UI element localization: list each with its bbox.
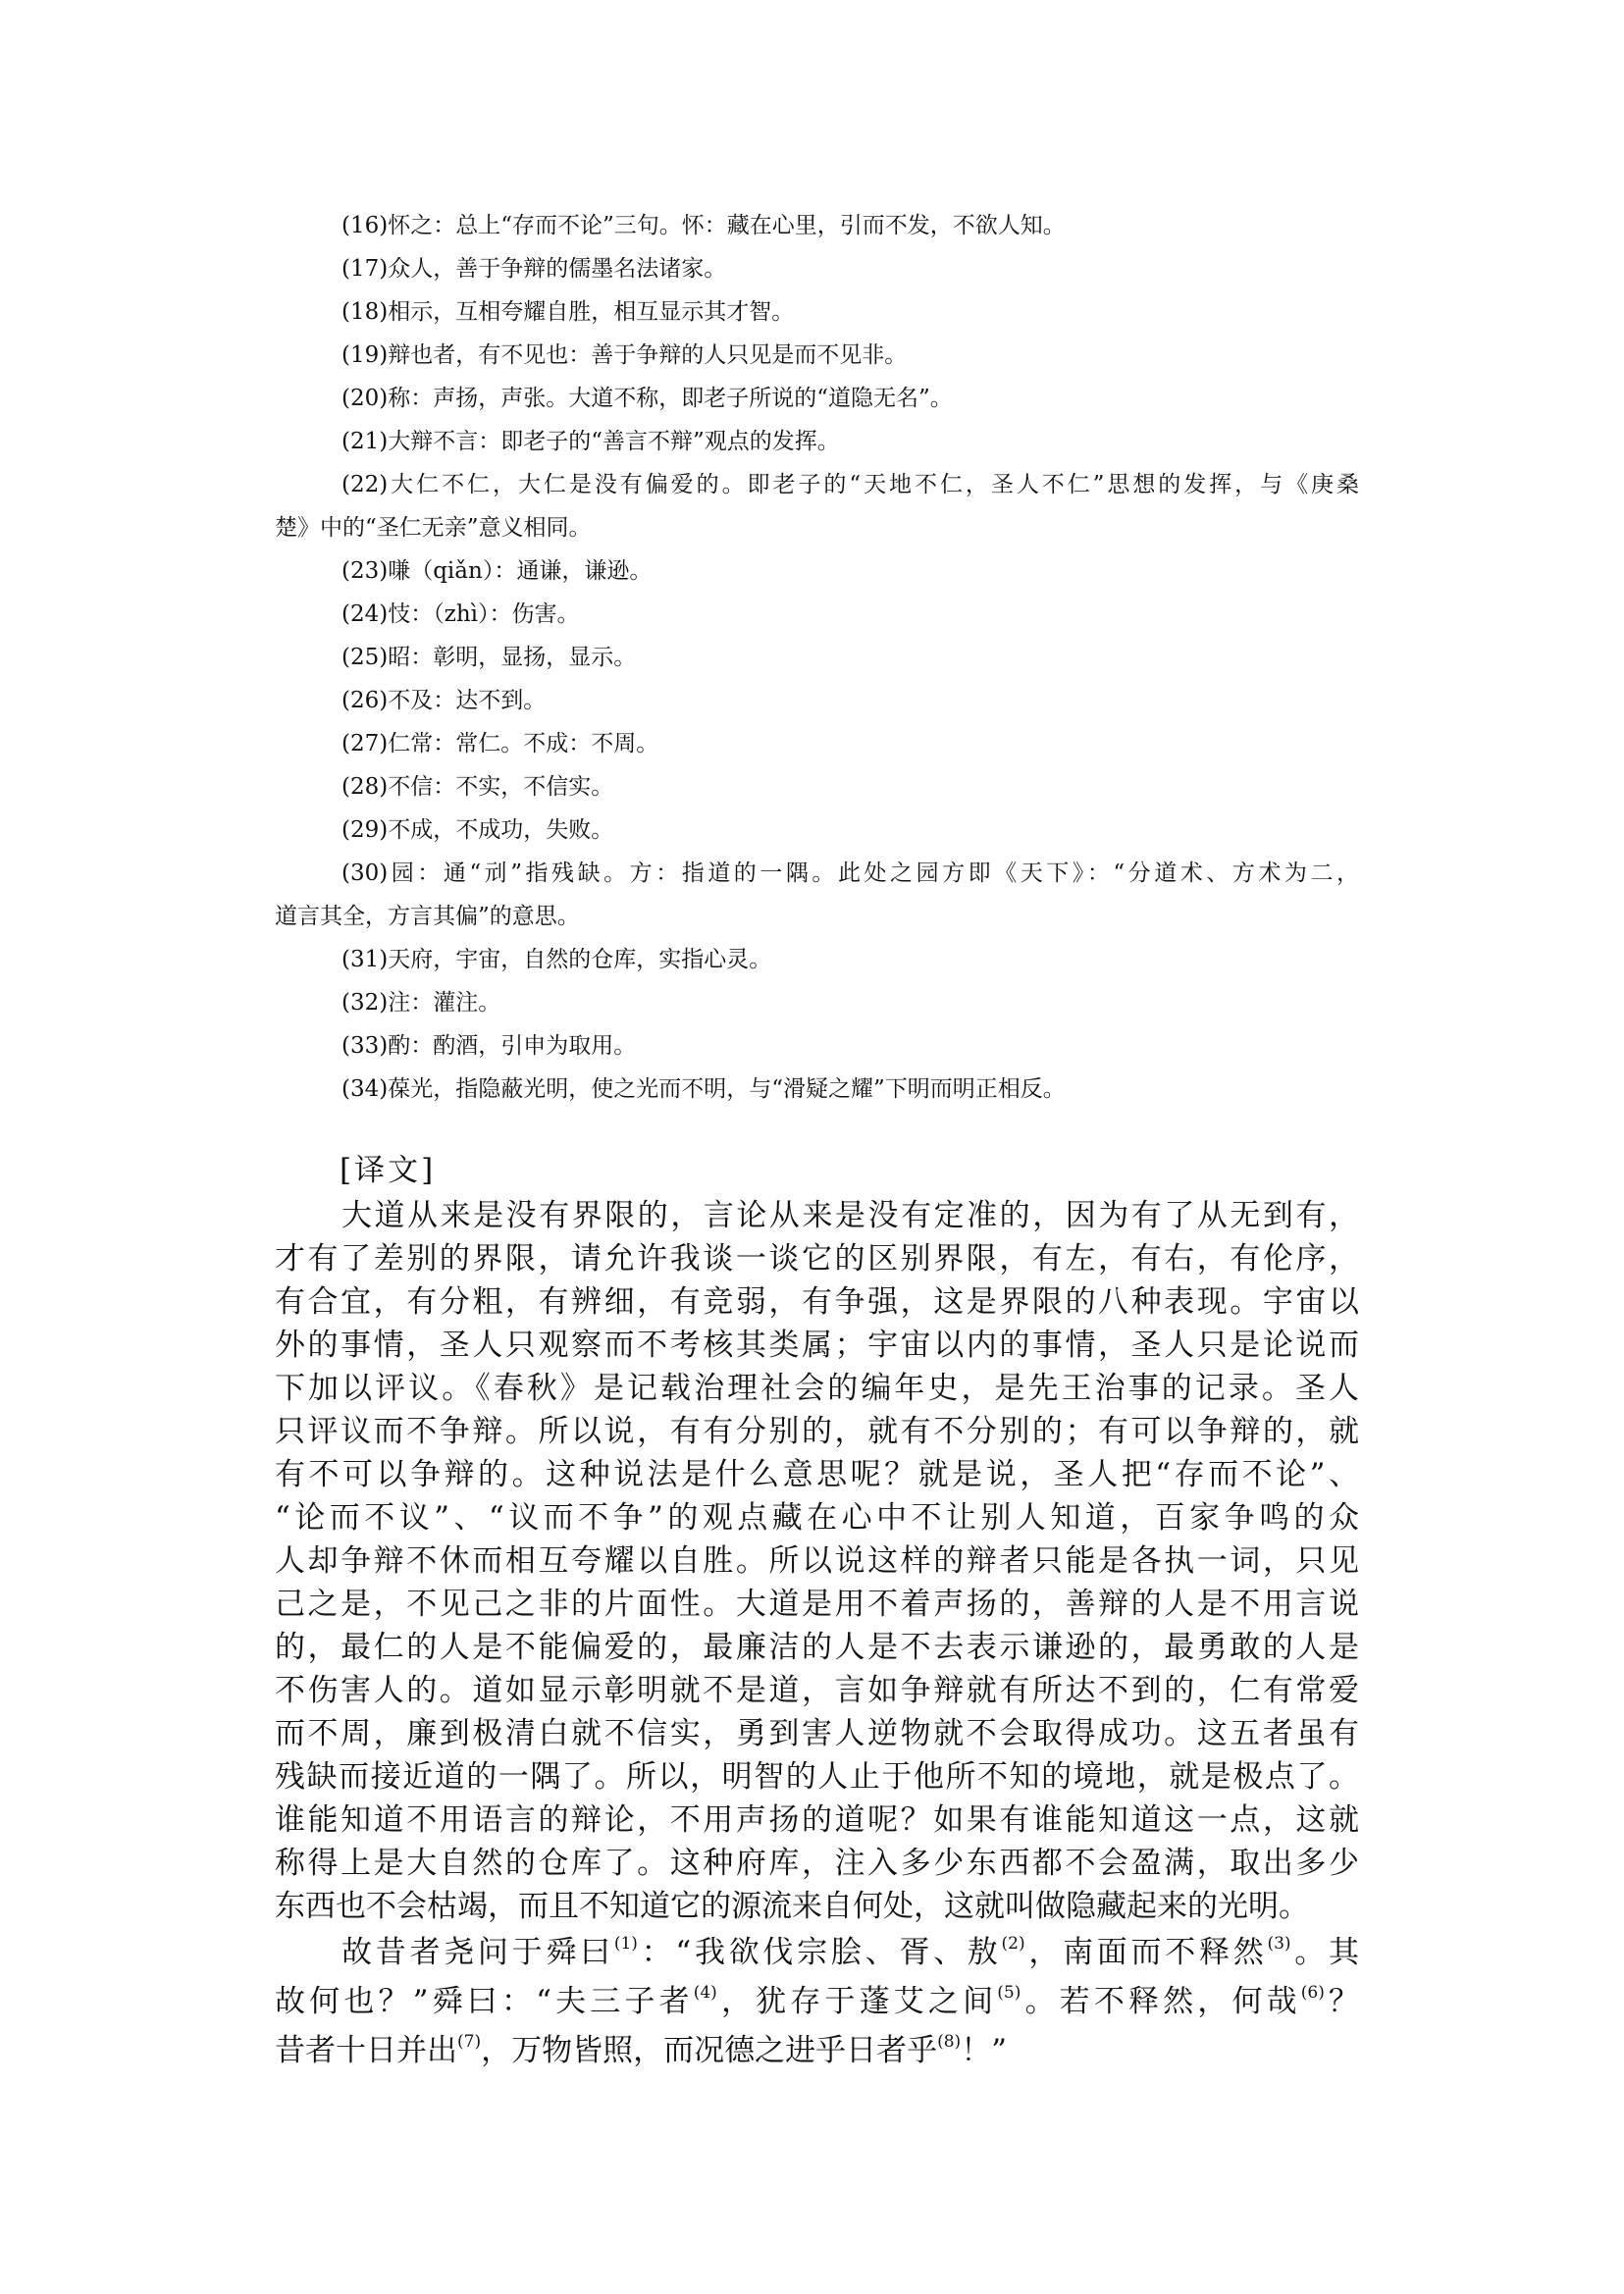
note-line: (26)不及：达不到。 <box>341 688 547 713</box>
text-segment: 故昔者尧问于舜曰 <box>341 1935 614 1970</box>
translation-line: 下加以评议。《春秋》是记载治理社会的编年史，是先王治事的记录。圣人 <box>275 1371 1359 1406</box>
note-line: (17)众人，善于争辩的儒墨名法诸家。 <box>341 256 727 282</box>
footnote-marker: (7) <box>457 2032 482 2052</box>
text-segment: ！” <box>961 2033 1008 2068</box>
note-line: (25)昭：彰明，显扬，显示。 <box>341 645 637 670</box>
section-heading-translation: [译文] <box>340 1153 437 1188</box>
text-segment: ，南面而不释然 <box>1024 1935 1268 1970</box>
translation-line: “论而不议”、“议而不争”的观点藏在心中不让别人知道，百家争鸣的众 <box>275 1500 1359 1536</box>
translation-line: 东西也不会枯竭，而且不知道它的源流来自何处，这就叫做隐藏起来的光明。 <box>275 1889 1309 1924</box>
note-line: (20)称：声扬，声张。大道不称，即老子所说的“道隐无名”。 <box>341 386 953 411</box>
note-line: (19)辩也者，有不见也：善于争辩的人只见是而不见非。 <box>341 342 908 368</box>
note-line: 楚》中的“圣仁无亲”意义相同。 <box>275 515 592 541</box>
text-segment: 故何也？”舜曰：“夫三子者 <box>275 1984 694 2019</box>
footnote-marker: (3) <box>1267 1934 1291 1954</box>
note-line: (28)不信：不实，不信实。 <box>341 774 614 800</box>
text-segment: 昔者十日并出 <box>275 2033 457 2068</box>
translation-line: 的，最仁的人是不能偏爱的，最廉洁的人是不去表示谦逊的，最勇敢的人是 <box>275 1630 1359 1665</box>
text-segment: ：“我欲伐宗脍、胥、敖 <box>637 1935 1002 1970</box>
note-line: (33)酌：酌酒，引申为取用。 <box>341 1033 637 1059</box>
text-segment: ，犹存于蓬艾之间 <box>716 1984 998 2019</box>
note-line: 道言其全，方言其偏”的意思。 <box>275 904 580 929</box>
translation-line: 有不可以争辩的。这种说法是什么意思呢？就是说，圣人把“存而不论”、 <box>275 1457 1359 1492</box>
text-segment: 。其 <box>1290 1935 1360 1970</box>
text-line <box>275 1928 1359 1977</box>
translation-line: 己之是，不见己之非的片面性。大道是用不着声扬的，善辩的人是不用言说 <box>275 1587 1359 1622</box>
translation-line: 大道从来是没有界限的，言论从来是没有定准的，因为有了从无到有， <box>341 1198 1359 1233</box>
original-text-paragraph <box>275 1928 1359 2075</box>
translation-line: 谁能知道不用语言的辩论，不用声扬的道呢？如果有谁能知道这一点，这就 <box>275 1802 1359 1838</box>
note-line: (31)天府，宇宙，自然的仓库，实指心灵。 <box>341 947 772 972</box>
note-line: (16)怀之：总上“存而不论”三句。怀：藏在心里，引而不发，不欲人知。 <box>341 213 1066 238</box>
translation-line: 才有了差别的界限，请允许我谈一谈它的区别界限，有左，有右，有伦序， <box>275 1241 1359 1277</box>
translation-line: 只评议而不争辩。所以说，有有分别的，就有不分别的；有可以争辩的，就 <box>275 1414 1359 1449</box>
note-line: (23)嗛（qiǎn）：通谦，谦逊。 <box>341 558 653 584</box>
note-line: (24)忮：（zhì）：伤害。 <box>341 601 580 627</box>
translation-line: 称得上是大自然的仓库了。这种府库，注入多少东西都不会盈满，取出多少 <box>275 1846 1359 1881</box>
translation-line: 而不周，廉到极清白就不信实，勇到害人逆物就不会取得成功。这五者虽有 <box>275 1716 1359 1751</box>
translation-line: 人却争辩不休而相互夸耀以自胜。所以说这样的辩者只能是各执一词，只见 <box>275 1543 1359 1579</box>
footnote-marker: (2) <box>1001 1934 1025 1954</box>
annotation-notes <box>275 204 1359 1111</box>
translation-line: 外的事情，圣人只观察而不考核其类属；宇宙以内的事情，圣人只是论说而 <box>275 1328 1359 1363</box>
translation-line: 残缺而接近道的一隅了。所以，明智的人止于他所不知的境地，就是极点了。 <box>275 1759 1359 1795</box>
footnote-marker: (6) <box>1300 1983 1325 2003</box>
translation-paragraph <box>275 1194 1359 1928</box>
translation-line: 有合宜，有分粗，有辨细，有竞弱，有争强，这是界限的八种表现。宇宙以 <box>275 1284 1359 1320</box>
note-line: (18)相示，互相夸耀自胜，相互显示其才智。 <box>341 299 795 325</box>
footnote-marker: (5) <box>997 1983 1022 2003</box>
text-segment: 。若不释然，何哉 <box>1021 1984 1301 2019</box>
text-segment: ，万物皆照，而况德之进乎日者乎 <box>481 2033 938 2068</box>
footnote-marker: (4) <box>693 1983 717 2003</box>
text-line <box>275 2026 1359 2075</box>
note-line: (30)园：通“刓”指残缺。方：指道的一隅。此处之园方即《天下》：“分道术、方术为二， <box>341 860 1359 886</box>
note-line: (29)不成，不成功，失败。 <box>341 817 614 843</box>
translation-line: 不伤害人的。道如显示彰明就不是道，言如争辩就有所达不到的，仁有常爱 <box>275 1673 1359 1708</box>
text-line <box>275 1977 1359 2026</box>
note-line: (34)葆光，指隐蔽光明，使之光而不明，与“滑疑之耀”下明而明正相反。 <box>341 1076 1066 1102</box>
text-segment: ？ <box>1324 1984 1360 2019</box>
note-line: (22)大仁不仁，大仁是没有偏爱的。即老子的“天地不仁，圣人不仁”思想的发挥，与《庚桑 <box>341 472 1359 497</box>
footnote-marker: (1) <box>613 1934 638 1954</box>
footnote-marker: (8) <box>937 2032 962 2052</box>
note-line: (27)仁常：常仁。不成：不周。 <box>341 731 659 756</box>
note-line: (32)注：灌注。 <box>341 990 501 1016</box>
note-line: (21)大辩不言：即老子的“善言不辩”观点的发挥。 <box>341 429 840 454</box>
